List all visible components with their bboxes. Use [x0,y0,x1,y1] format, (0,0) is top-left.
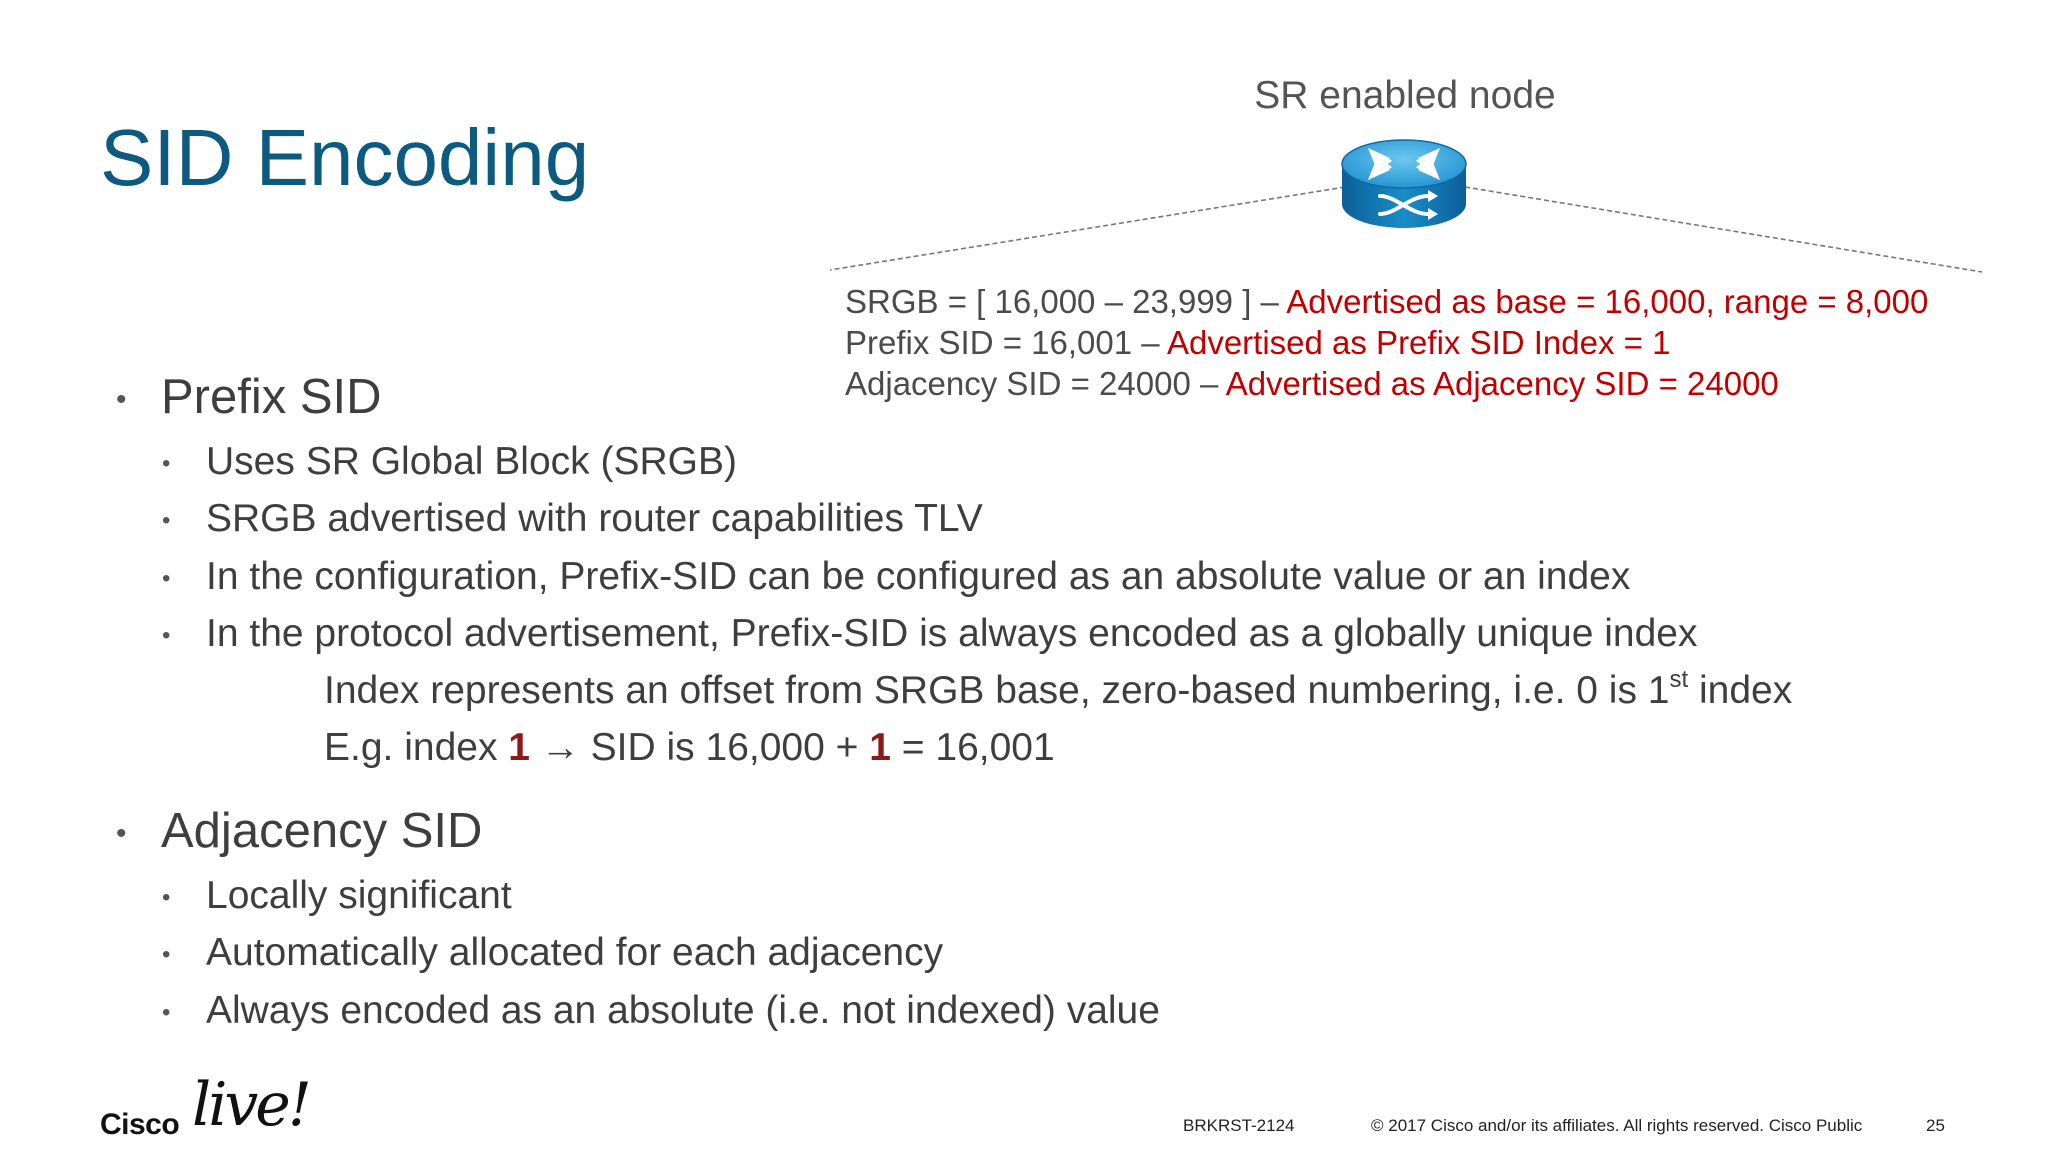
live-wordmark: live! [192,1070,309,1140]
srgb-line [845,285,1928,318]
bullet-icon: • [162,884,171,911]
slide-title: SID Encoding [100,113,590,202]
adjacency-sid-line [845,367,1779,400]
prefix-sid-line-text: Prefix SID = 16,001 – [845,324,1167,361]
cisco-brand: Cisco [100,1108,180,1141]
adjacency-sid-line-text: Adjacency SID = 24000 – [845,365,1226,402]
bullet-icon: • [162,622,171,649]
bullet-icon: • [162,565,171,592]
srgb-line-text: SRGB = [ 16,000 – 23,999 ] – [845,283,1287,320]
node-label: SR enabled node [1254,74,1556,117]
router-icon [1338,134,1470,234]
arrow-right-icon: → [529,726,591,769]
adjacency-sid-line-advertised: Advertised as Adjacency SID = 24000 [1225,365,1779,402]
copyright-notice: © 2017 Cisco and/or its affiliates. All rights reserved. Cisco Public [1371,1116,1863,1135]
index-value: 1 [508,726,530,769]
index-example: E.g. index 1 → SID is 16,000 + 1 = 16,001 [324,726,1055,769]
index-note: Index represents an offset from SRGB base, zero-based numbering, i.e. 0 is 1st index [324,666,1793,712]
bullet-icon: • [162,450,171,477]
bullet-icon: • [162,999,171,1026]
prefix-sid-line [845,326,1670,359]
bullet-icon: • [162,941,171,968]
prefix-sid-line-advertised: Advertised as Prefix SID Index = 1 [1166,324,1671,361]
bullet-icon: • [162,507,171,534]
srgb-line-advertised: Advertised as base = 16,000, range = 8,000 [1286,283,1929,320]
session-code: BRKRST-2124 [1183,1116,1295,1135]
diagram-lines [0,0,2048,300]
add-value: 1 [869,726,891,769]
ordinal-suffix: st [1669,666,1689,693]
page-number: 25 [1926,1116,1945,1135]
bullet-icon: • [116,817,127,850]
bullet-icon: • [116,383,127,416]
